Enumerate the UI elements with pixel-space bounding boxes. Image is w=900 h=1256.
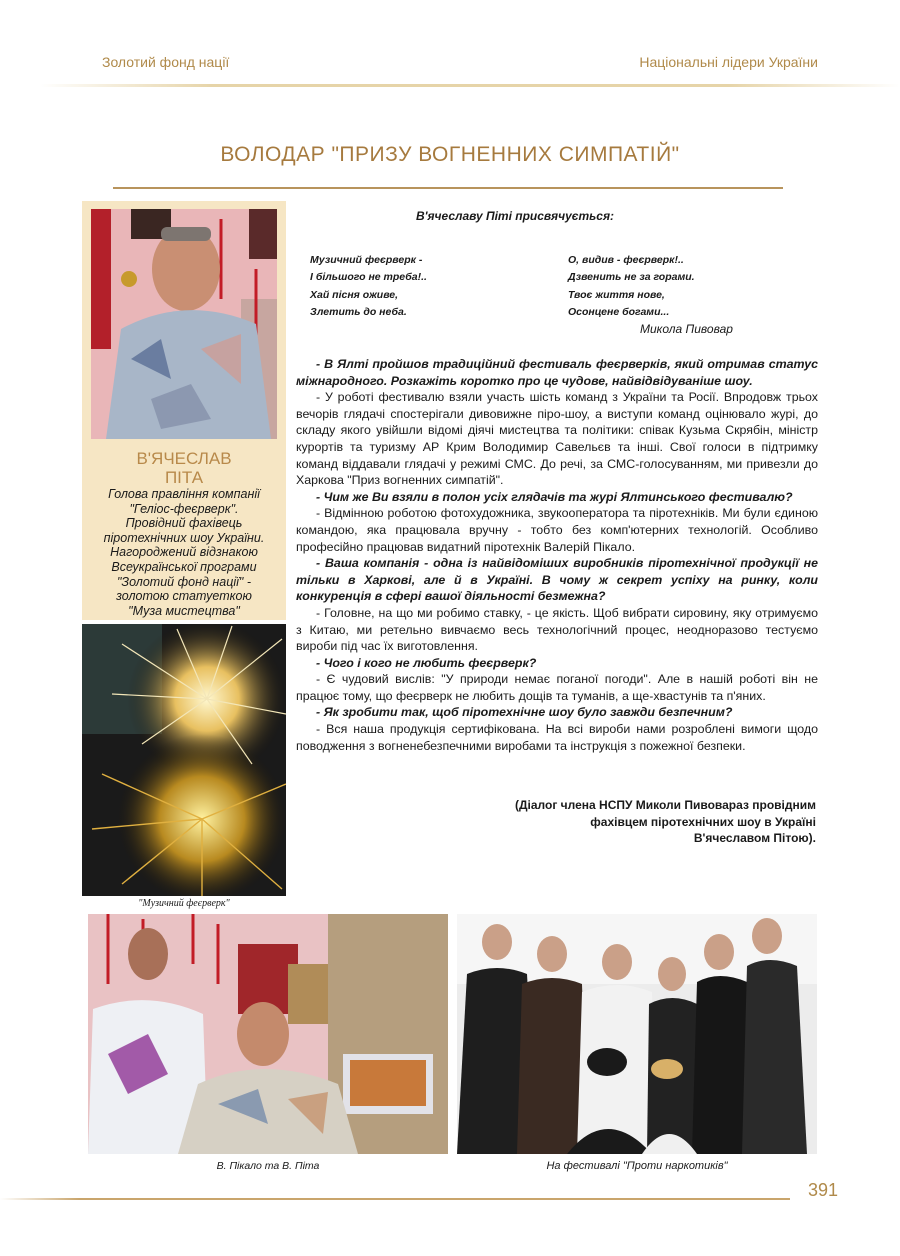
- firework-photo: [82, 624, 286, 896]
- running-header-left: Золотий фонд нації: [102, 54, 230, 70]
- office-photo: [88, 914, 448, 1154]
- answer: - Головне, на що ми робимо ставку, - це якість. Щоб вибрати сировину, яку отримуємо з Китаю, ми ретельно вивчаємо весь технологічний процес, неодноразово тестуємо вироби під час їх виготовлення.: [296, 605, 818, 654]
- credit-line: В'ячеславом Пітою).: [693, 831, 816, 845]
- header-divider: [40, 84, 900, 87]
- poem-line: Осонцене богами...: [568, 306, 670, 319]
- running-header-right: Національні лідери України: [639, 54, 818, 70]
- bio-line: піротехнічних шоу України.: [103, 530, 265, 545]
- question: - Ваша компанія - одна із найвідоміших виробників піротехнічної продукції не тільки в Харкові, але й в Україні. В чому ж секрет успіху на ринку, коли конкуренція в сфері вашої діяльності безмежна?: [296, 556, 818, 604]
- poem-line: Злетить до неба.: [310, 306, 407, 319]
- page-number: 391: [808, 1180, 839, 1200]
- festival-photo: [457, 914, 817, 1154]
- question: - Чого і кого не любить феєрверк?: [316, 655, 537, 670]
- interview-text: [296, 356, 818, 754]
- interview-credit: [470, 797, 816, 847]
- answer: - Є чудовий вислів: "У природи немає поганої погоди". Але в нашій роботі він не працює тому, що феєрверк не любить дощів та туманів, а ще-хвастунів та п'яних.: [296, 672, 818, 703]
- bio-line: Провідний фахівець: [125, 516, 243, 531]
- poem-author: Микола Пивовар: [640, 322, 733, 336]
- bio-line: "Муза мистецтва": [128, 603, 240, 618]
- credit-line: (Діалог члена НСПУ Миколи Пивовараз провідним: [514, 798, 816, 812]
- poem-line: Хай пісня оживе,: [310, 288, 399, 301]
- question: - В Ялті пройшов традиційний фестиваль феєрверків, який отримав статус міжнародного. Розкажіть коротко про це чудове, найвідвідуваніше шоу.: [296, 357, 818, 388]
- question: - Як зробити так, щоб піротехнічне шоу було завжди безпечним?: [316, 705, 733, 720]
- question: - Чим же Ви взяли в полон усіх глядачів та журі Ялтинського фестивалю?: [316, 489, 793, 504]
- answer: - Відмінною роботою фотохудожника, звукооператора та піротехніків. Ми були єдиною командою, яка працювала вручну - тобто без комп'ютерних технологій. Особливо професійно працював видатний піротехнік Валерій Пікало.: [296, 506, 818, 554]
- credit-line: фахівцем піротехнічних шоу в Україні: [590, 814, 816, 829]
- bio-line: "Золотий фонд нації" -: [117, 574, 251, 589]
- article-title: ВОЛОДАР "ПРИЗУ ВОГНЕННИХ СИМПАТІЙ": [220, 143, 680, 166]
- poem-right-stanza: [568, 252, 695, 322]
- poem-line: О, видив - феєрверк!..: [568, 254, 684, 266]
- poem-line: І більшого не треба!..: [310, 271, 427, 284]
- title-divider: [113, 187, 783, 189]
- poem-line: Твоє життя нове,: [568, 288, 665, 301]
- portrait-photo: [91, 209, 277, 439]
- bio-line: "Геліос-феєрверк".: [129, 501, 239, 516]
- answer: - Вся наша продукція сертифікована. На всі вироби нами розроблені вимоги щодо поводження з вогненебезпечними виробами та інструкція з пожежної безпеки.: [296, 722, 818, 753]
- dedication: В'ячеславу Піті присвячується:: [415, 209, 615, 223]
- bio-line: Голова правління компанії: [108, 487, 260, 501]
- office-photo-caption: В. Пікало та В. Піта: [216, 1160, 320, 1172]
- answer: - У роботі фестивалю взяли участь шість команд з України та Росії. Впродовж трьох вечорів глядачі спостерігали дивовижне піро-шоу, а виступи команд оцінювало журі, до складу якого увійшли відомі діячі мистецтва та політики: співак Кузьма Скрябін, міністр курортів та туризму АР Крим Володимир Савельєв та інші. Свої голоси в підтримку команд віддавали глядачі у режимі СМС. До речі, за СМС-голосуванням, ми привезли до Харкова "Приз вогненних симпатій".: [296, 390, 818, 488]
- bio-line: Нагороджений відзнакою: [110, 545, 258, 560]
- profile-name-first: В'ЯЧЕСЛАВ: [136, 449, 232, 468]
- festival-photo-caption: На фестивалі "Проти наркотиків": [546, 1160, 728, 1172]
- poem-line: Дзвенить не за горами.: [568, 271, 695, 284]
- poem-line: Музичний феєрверк -: [310, 254, 423, 266]
- poem-left-stanza: [310, 252, 427, 322]
- footer-divider: [0, 1198, 790, 1200]
- bio-line: золотою статуеткою: [116, 589, 252, 604]
- profile-name-last: ПІТА: [164, 468, 204, 487]
- profile-bio: [86, 487, 282, 618]
- bio-line: Всеукраїнської програми: [111, 559, 257, 574]
- firework-caption: "Музичний феєрверк": [138, 898, 230, 909]
